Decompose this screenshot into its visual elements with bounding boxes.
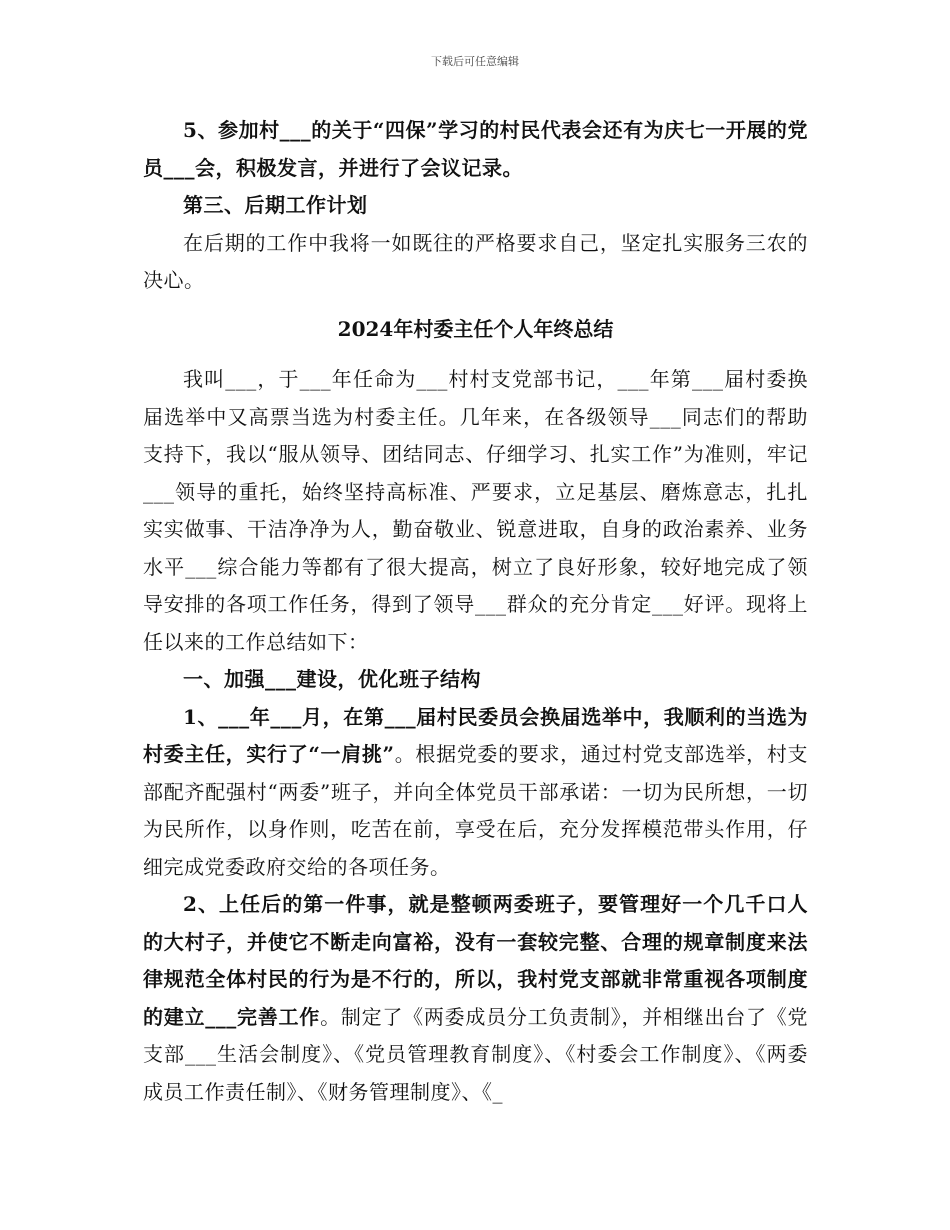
document-title: 2024年村委主任个人年终总结 xyxy=(337,316,614,341)
paragraph-intro: 我叫___，于___年任命为___村村支党部书记，___年第___届村委换届选举中又高票当选为村委主任。几年来，在各级领导___同志们的帮助支持下，我以“服从领导、团结同志、仔细学习、扎实工作”为准则，牢记___领导的重托，始终坚持高标准、严要求，立足基层、磨炼意志，扎扎实实做事、干洁净净为人，勤奋敬业、锐意进取，自身的政治素养、业务水平___综合能力等都有了很大提高，树立了良好形象，较好地完成了领导安排的各项工作任务，得到了领导___群众的充分肯定___好评。现将上任以来的工作总结如下： xyxy=(143,367,808,654)
paragraph-point-2 xyxy=(143,886,808,1111)
paragraph-plan: 在后期的工作中我将一如既往的严格要求自己，坚定扎实服务三农的决心。 xyxy=(143,230,808,292)
header-note: 下载后可任意编辑 xyxy=(431,55,519,68)
section-heading-one: 一、加强___建设，优化班子结构 xyxy=(183,667,481,691)
section-heading-third: 第三、后期工作计划 xyxy=(183,193,368,217)
paragraph-point-1-rest: 。根据党委的要求，通过村党支部选举，村支部配齐配强村“两委”班子，并向全体党员干部承诺：一切为民所想，一切为民所作，以身作则，吃苦在前，享受在后，充分发挥模范带头作用，仔细完成党委政府交给的各项任务。 xyxy=(143,742,809,879)
paragraph-point-2-rest: 。制定了《两委成员分工负责制》，并相继出台了《党支部___生活会制度》、《党员管理教育制度》、《村委会工作制度》、《两委成员工作责任制》、《财务管理制度》、《_ xyxy=(143,1004,809,1104)
paragraph-point-1-bold: 1、___年___月，在第___届村民委员会换届选举中，我顺利的当选为村委主任，实行了“一肩挑” xyxy=(143,704,808,766)
paragraph-point-1 xyxy=(143,699,808,887)
paragraph-item-5: 5、参加村___的关于“四保”学习的村民代表会还有为庆七一开展的党员___会，积极发言，并进行了会议记录。 xyxy=(143,118,808,180)
document-body xyxy=(143,112,808,1111)
paragraph-point-2-bold: 2、上任后的第一件事，就是整顿两委班子，要管理好一个几千口人的大村子，并使它不断走向富裕，没有一套较完整、合理的规章制度来法律规范全体村民的行为是不行的，所以，我村党支部就非常重视各项制度的建立___完善工作 xyxy=(143,892,808,1029)
